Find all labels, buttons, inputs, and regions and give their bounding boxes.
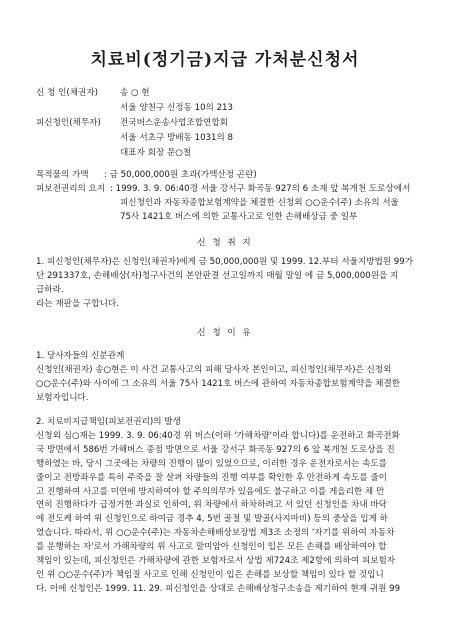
section-2-line: 고 진행하여 사고를 미연에 방지하여야 할 주의의무가 있음에도 불구하고 이를 게을리한 채 만 xyxy=(36,486,385,497)
section-1-heading: 1. 당사자들의 신분관계 xyxy=(36,351,125,361)
applicant-name: 송 ○ 현 xyxy=(120,88,150,98)
purpose-paragraph xyxy=(36,256,416,312)
preserved-right-line: : 1999. 3. 9. 06:40경 서울 강서구 화곡동 927의 6 소재 앞 복개천 도로상에서 xyxy=(110,184,411,194)
preserved-right-label: 피보전권리의 요지 xyxy=(36,184,106,194)
applicant-address: 서울 양천구 신정동 10의 213 xyxy=(120,103,233,113)
section-2-line: 다. 이에 신청인은 1999. 11. 29. 피신청인을 상대로 손해배상청구소송을 제기하여 현재 귀원 99 xyxy=(36,583,401,594)
preserved-right-line: 피신청인과 자동차종합보험계약을 체결한 신청외 ○○운수(주) 소유의 서울 xyxy=(120,198,399,208)
respondent-address: 서울 서초구 방배동 1031의 8 xyxy=(120,133,233,143)
section-1-line: 신청인(채권자) 송○현은 이 사건 교통사고의 피해 당사자 본인이고, 피신청인(채무자)은 신청외 xyxy=(36,364,392,375)
amount-value: : 금 50,000,000원 초과(가액산정 곤란) xyxy=(104,170,257,180)
section-2-line: 인 위 ○○운수(주)가 책임질 사고로 인해 신청인이 입은 손해를 보상할 책임이 있다 할 것입니 xyxy=(36,569,384,580)
amount-label: 목적물의 가액 xyxy=(36,170,89,180)
reason-heading: 신 청 이 유 xyxy=(197,328,253,338)
respondent-label: 피신청인(채무자) xyxy=(36,118,101,128)
section-2-line: 를 운행하는 자'로서 가해차량의 위 사고로 말미암아 신청인이 입은 모든 손해를 배상하여야 할 xyxy=(36,542,387,553)
purpose-heading: 신 청 취 지 xyxy=(197,238,253,248)
section-2-line: 신청외 심○재는 1999. 3. 9. 06:40경 위 버스(이하 '가해차량'이라 합니다)를 운전하고 화곡전화 xyxy=(36,430,400,441)
purpose-line: 급하라. xyxy=(36,284,64,295)
section-2 xyxy=(36,416,416,597)
section-2-line: 연히 진행하다가 급정거한 과실로 인하여, 위 차량에서 하차하려고 서 있던 신청인을 차내 바닥 xyxy=(36,500,387,511)
section-1-line: ○○운수(주)와 사이에 그 소유의 서울 75사 1421호 버스에 관하여 자동차종합보험계약을 체결한 xyxy=(36,378,401,389)
purpose-line: 단 291337호, 손해배상(자)청구사건의 본안판결 선고일까지 매월 말일 에 금 5,000,000원을 지 xyxy=(36,270,399,281)
section-2-heading: 2. 치료비지급책임(피보전권리)의 발생 xyxy=(36,417,181,427)
applicant-label: 신 청 인(채권자) xyxy=(36,88,98,98)
section-2-line: 국 방면에서 586번 가해버스 종점 방면으로 서울 강서구 화곡동 927의 6 앞 복개천 도로상을 진 xyxy=(36,444,395,455)
section-1-line: 보험자입니다. xyxy=(36,392,89,403)
section-2-line: 행하였는 바, 당시 그곳에는 차량의 진행이 많이 있었으므로, 이러한 경우 운전자로서는 속도를 xyxy=(36,458,387,469)
respondent-name: 전국버스운송사업조합연합회 xyxy=(120,118,228,128)
respondent-representative: 대표자 회장 문○철 xyxy=(120,148,192,158)
preserved-right-line: 75사 1421호 버스에 의한 교통사고로 인한 손해배상금 중 일부 xyxy=(120,212,358,222)
section-2-line: 였습니다. 따라서, 위 ○○운수(주)는 자동차손해배상보장법 제3조 소정의 '자기를 위하여 자동차 xyxy=(36,528,395,539)
purpose-line: 1. 피신청인(채무자)은 신청인(채권자)에게 금 50,000,000원 및 1999. 12.부터 서울지방법원 99가 xyxy=(36,257,414,267)
section-2-line: 줄이고 전방좌우를 특히 주죽을 잘 살펴 차량들의 진행 여부를 확인한 후 안전하게 속도를 줄이 xyxy=(36,472,387,483)
section-2-line: 책임이 있는데, 피신청인은 가해차량에 관한 보험자로서 상법 제724조 제2항에 의하여 피보험자 xyxy=(36,556,396,567)
section-1 xyxy=(36,350,416,406)
purpose-line: 라는 재판을 구합니다. xyxy=(36,298,119,309)
document-title: 치료비(정기금)지급 가처분신청서 xyxy=(90,50,360,70)
section-2-line: 에 전도케 하여 위 신청인으로 하여금 경추 4, 5번 골절 및 발골(사지마비) 등의 중상을 입게 하 xyxy=(36,514,388,525)
